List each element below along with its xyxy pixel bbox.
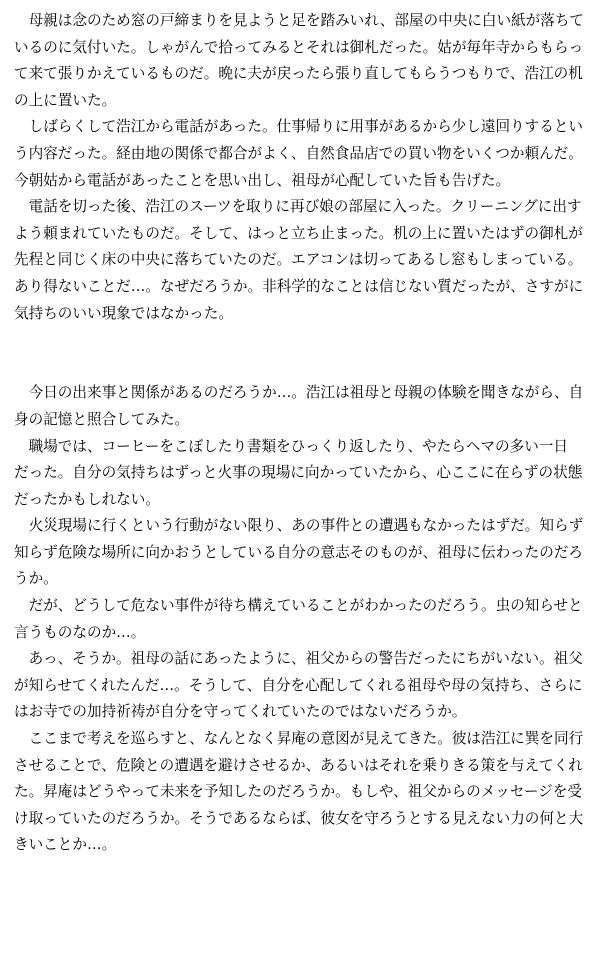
document-page <box>14 8 598 859</box>
paragraph <box>14 114 598 194</box>
text-line: う内容だった。経由地の関係で都合がよく、自然食品店での買い物をいくつか頼んだ。 <box>14 144 583 162</box>
text-line: ここまで考えを巡らすと、なんとなく昇庵の意図が見えてきた。彼は浩江に巽を同行 <box>14 730 584 748</box>
section-break <box>14 327 598 354</box>
text-line: 職場では、コーヒーをこぼしたり書類をひっくり返したり、やたらヘマの多い一日 <box>14 437 568 455</box>
text-line: 今日の出来事と関係があるのだろうか…。浩江は祖母と母親の体験を聞きながら、自 <box>14 384 584 402</box>
text-line: よう頼まれていたものだ。そして、はっと立ち止まった。机の上に置いたはずの御札が <box>14 224 583 242</box>
text-line: 知らず危険な場所に向かおうとしている自分の意志そのものが、祖母に伝わったのだろ <box>14 543 584 561</box>
text-line: た。昇庵はどうやって未来を予知したのだろうか。もしや、祖父からのメッセージを受 <box>14 783 582 801</box>
paragraph <box>14 434 598 514</box>
paragraph <box>14 513 598 593</box>
text-line: の上に置いた。 <box>14 91 117 109</box>
text-line: 電話を切った後、浩江のスーツを取りに再び娘の部屋に入った。クリーニングに出す <box>14 198 582 216</box>
text-line: て来て張りかえているものだ。晩に夫が戻ったら張り直してもらうつもりで、浩江の机 <box>14 65 583 83</box>
text-line: 言うものなのか…。 <box>14 623 146 641</box>
text-line: あり得ないことだ…。なぜだろうか。非科学的なことは信じない質だったが、さすがに <box>14 277 584 295</box>
text-line: はお寺での加持祈祷が自分を守ってくれていたのではないだろうか。 <box>14 703 467 721</box>
section-1 <box>14 8 598 327</box>
paragraph <box>14 726 598 859</box>
text-line: 今朝姑から電話があったことを思い出し、祖母が心配していた旨も告げた。 <box>14 171 511 189</box>
section-break <box>14 354 598 381</box>
text-line: しばらくして浩江から電話があった。仕事帰りに用事があるから少し遠回りするとい <box>14 118 584 136</box>
paragraph <box>14 380 598 433</box>
text-line: 身の記憶と照合してみた。 <box>14 410 190 428</box>
section-2 <box>14 380 598 859</box>
text-line: 気持ちのいい現象ではなかった。 <box>14 304 233 322</box>
text-line: 火災現場に行くという行動がない限り、あの事件との遭遇もなかったはずだ。知らず <box>14 517 584 535</box>
paragraph <box>14 8 598 114</box>
paragraph <box>14 593 598 646</box>
text-line: あっ、そうか。祖母の話にあったように、祖父からの警告だったにちがいない。祖父 <box>14 650 583 668</box>
text-line: 母親は念のため窓の戸締まりを見ようと足を踏みいれ、部屋の中央に白い紙が落ちて <box>14 12 584 29</box>
text-line: だった。自分の気持ちはずっと火事の現場に向かっていたから、心ここに在らずの状態 <box>14 464 583 482</box>
text-line: だったかもしれない。 <box>14 490 160 508</box>
text-line: させることで、危険との遭遇を避けさせるか、あるいはそれを乗りきる策を与えてくれ <box>14 756 583 774</box>
text-line: うか。 <box>14 570 58 588</box>
paragraph <box>14 194 598 327</box>
text-line: が知らせてくれたんだ…。そうして、自分を心配してくれる祖母や母の気持ち、さらに <box>14 676 583 694</box>
text-line: 先程と同じく床の中央に落ちていたのだ。エアコンは切ってあるし窓もしまっている。 <box>14 251 583 269</box>
paragraph <box>14 646 598 726</box>
text-line: だが、どうして危ない事件が待ち構えていることがわかったのだろう。虫の知らせと <box>14 597 583 615</box>
text-line: いるのに気付いた。しゃがんで拾ってみるとそれは御札だった。姑が毎年寺からもらっ <box>14 38 584 56</box>
text-line: きいことか…。 <box>14 836 117 854</box>
text-line: け取っていたのだろうか。そうであるならば、彼女を守ろうとする見えない力の何と大 <box>14 809 584 827</box>
